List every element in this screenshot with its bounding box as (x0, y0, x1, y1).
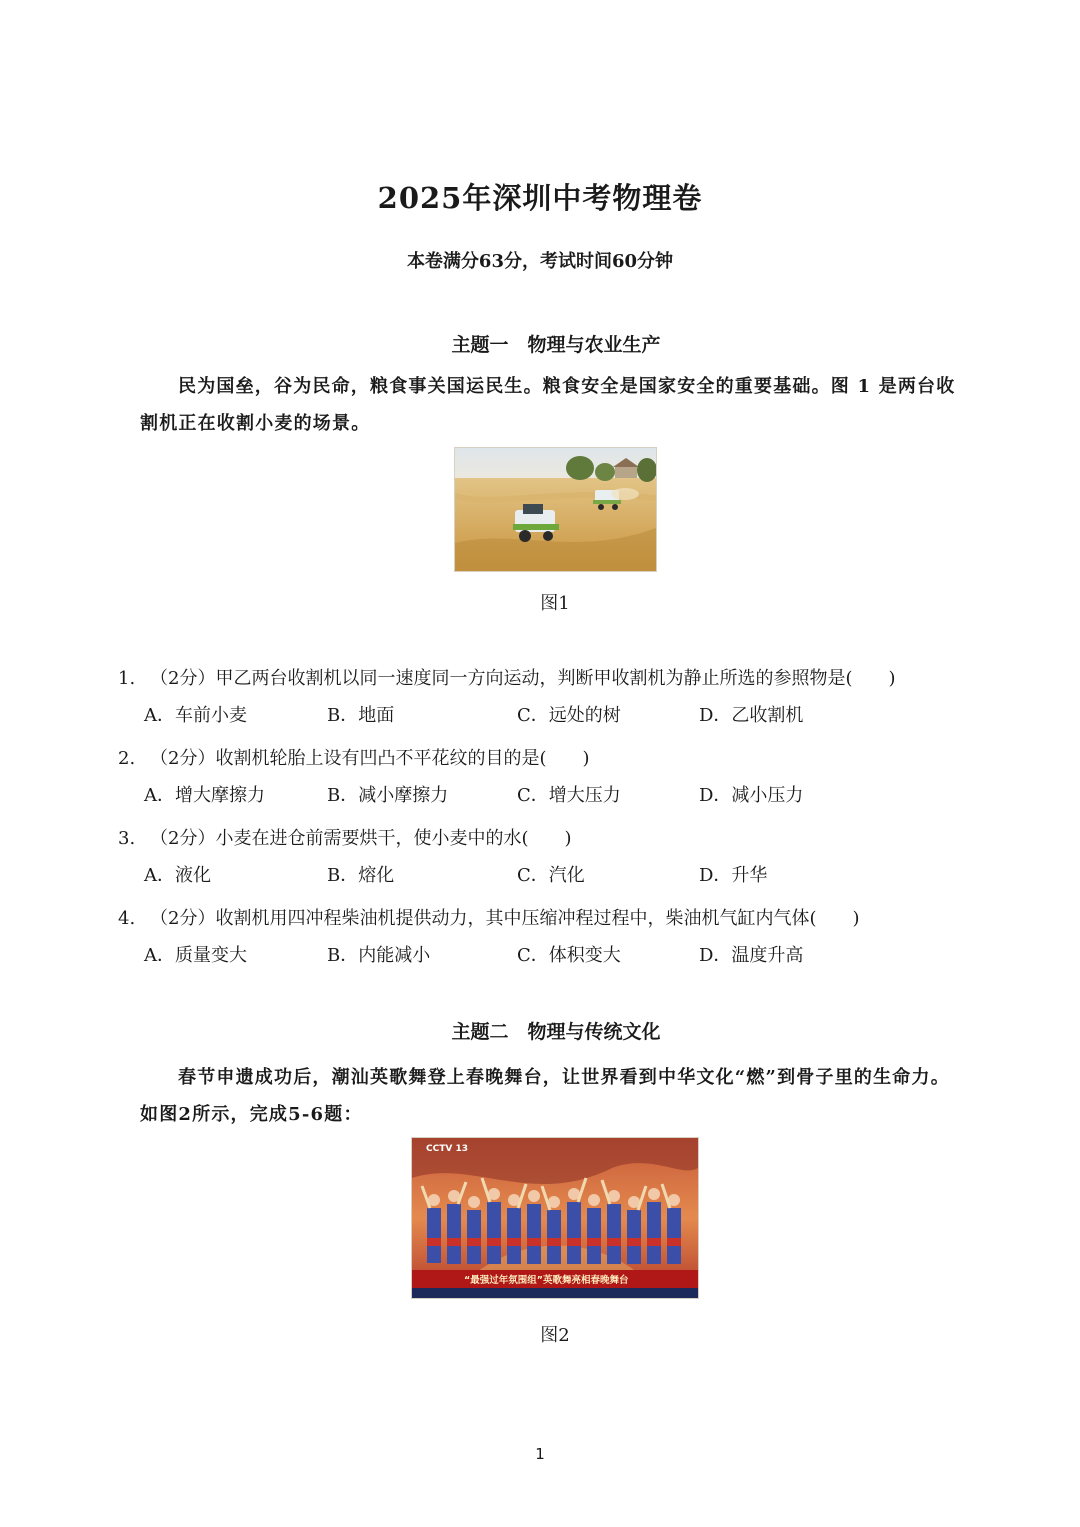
question-3-option-d: D．升华 (699, 865, 768, 886)
question-2-text: （2分）收割机轮胎上设有凹凸不平花纹的目的是( ) (150, 748, 590, 769)
question-3-option-a: A．液化 (144, 865, 211, 886)
question-4-option-c: C．体积变大 (517, 945, 621, 966)
question-3-number: 3. (118, 828, 136, 849)
question-2-option-a: A．增大摩擦力 (144, 785, 265, 806)
question-3-stem (118, 824, 572, 850)
exam-title: 2025年深圳中考物理卷 (377, 181, 703, 215)
theme1-intro-line1: 民为国垒，谷为民命，粮食事关国运民生。粮食安全是国家安全的重要基础。图 1 是两台收 (178, 376, 956, 397)
question-1-option-a: A．车前小麦 (144, 705, 247, 726)
question-2-option-c: C．增大压力 (517, 785, 621, 806)
page-number: 1 (535, 1445, 545, 1463)
theme2-intro-line2: 如图2所示，完成5-6题： (140, 1104, 363, 1125)
question-3-text: （2分）小麦在进仓前需要烘干，使小麦中的水( ) (150, 828, 572, 849)
question-1-option-d: D．乙收割机 (699, 705, 804, 726)
question-4-option-a: A．质量变大 (144, 945, 247, 966)
exam-subtitle: 本卷满分63分，考试时间60分钟 (406, 251, 674, 272)
figure2-caption: 图2 (540, 1325, 570, 1346)
theme2-intro-line1: 春节申遗成功后，潮汕英歌舞登上春晚舞台，让世界看到中华文化“燃”到骨子里的生命力。 (178, 1067, 950, 1088)
cctv-logo: CCTV 13 (426, 1144, 468, 1154)
theme1-intro-line2: 割机正在收割小麦的场景。 (140, 413, 371, 434)
figure1-harvest-image (454, 447, 657, 572)
figure2-dance-image (411, 1137, 699, 1299)
question-1-stem (118, 664, 896, 690)
question-4-text: （2分）收割机用四冲程柴油机提供动力，其中压缩冲程过程中，柴油机气缸内气体( ) (150, 908, 860, 929)
question-1-text: （2分）甲乙两台收割机以同一速度同一方向运动，判断甲收割机为静止所选的参照物是( ) (150, 668, 896, 689)
theme1-intro (140, 368, 960, 442)
question-1-number: 1. (118, 668, 136, 689)
question-1-option-b: B．地面 (327, 705, 395, 726)
question-2-option-d: D．减小压力 (699, 785, 804, 806)
news-banner-text: “最强过年氛围组”英歌舞亮相春晚舞台 (464, 1275, 629, 1286)
question-4-option-d: D．温度升高 (699, 945, 804, 966)
question-2-stem (118, 744, 590, 770)
theme2-heading: 主题二 物理与传统文化 (451, 1021, 661, 1043)
question-2-number: 2. (118, 748, 136, 769)
question-2-option-b: B．减小摩擦力 (327, 785, 449, 806)
question-3-option-c: C．汽化 (517, 865, 585, 886)
theme1-heading: 主题一 物理与农业生产 (451, 334, 661, 356)
question-1-option-c: C．远处的树 (517, 705, 621, 726)
harvest-scene-illustration (455, 448, 656, 571)
question-4-number: 4. (118, 908, 136, 929)
question-4-stem (118, 904, 860, 930)
theme2-intro (140, 1059, 960, 1133)
figure1-caption: 图1 (540, 593, 570, 614)
question-4-option-b: B．内能减小 (327, 945, 431, 966)
question-3-option-b: B．熔化 (327, 865, 395, 886)
